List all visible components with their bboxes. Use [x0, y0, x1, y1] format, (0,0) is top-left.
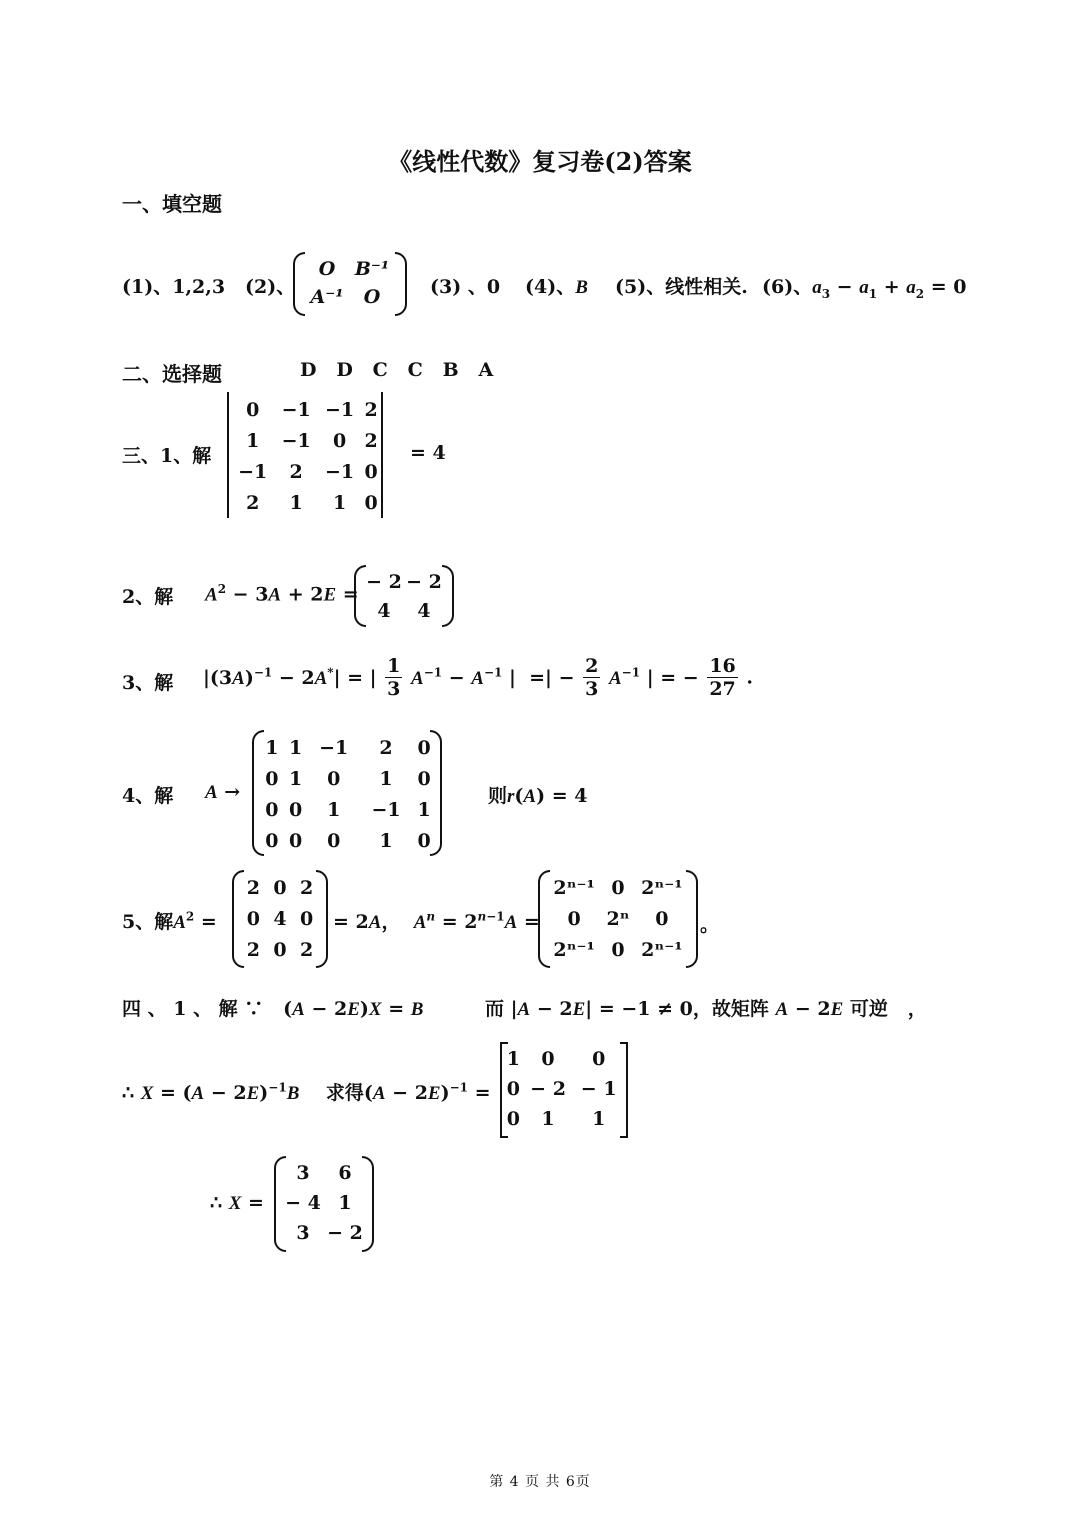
fraction: $\frac{16}{27}$ — [709, 655, 736, 700]
matrix-cell: 2ⁿ⁻¹ — [641, 876, 683, 899]
matrix-cell: −1 — [371, 798, 401, 821]
matrix-cell: 0 — [273, 876, 287, 899]
matrix-cell: 0 — [246, 907, 260, 930]
matrix-table — [240, 872, 320, 965]
q5-label: 5、解$A^2$ = — [122, 909, 217, 933]
q5-expression: = 2A， $A^n = 2^{n-1}A$ = — [333, 909, 540, 933]
q2-expression: $A^2 - 3A + 2E$ = — [205, 582, 359, 606]
q2-label: 2、解 — [122, 586, 174, 608]
answer-6-label: (6)、 — [762, 276, 813, 298]
q5-matrix-n — [538, 870, 698, 968]
matrix-cell: 1 — [506, 1048, 520, 1070]
q3-expression: $|(3A)^{-1} - 2A^*|$ = | $\frac{1}{3}$ $A^{-1} - A^{-1}$ | =| − $\frac{2}{3}$ $A^{-1}$ | = − $\frac{16}{27}$ . — [203, 655, 754, 700]
det-cell: 0 — [364, 460, 378, 483]
choice-answers: D D C C B A — [300, 359, 494, 381]
matrix-cell: A⁻¹ — [310, 286, 344, 308]
matrix-cell: 0 — [541, 1048, 555, 1070]
matrix-cell: 1 — [265, 736, 279, 759]
sec4-line2: ∴ $X = (A - 2E)^{-1}B$ 求得$(A - 2E)^{-1}$ = — [122, 1080, 491, 1104]
matrix-cell: 3 — [296, 1162, 310, 1184]
answer-4-value: B — [575, 277, 588, 298]
matrix-cell: O — [318, 258, 336, 280]
matrix-cell: 2 — [246, 876, 260, 899]
matrix-cell: 2 — [300, 938, 314, 961]
matrix-cell: −1 — [319, 736, 349, 759]
matrix-cell: − 2 — [530, 1078, 566, 1100]
det-cell: −1 — [324, 398, 355, 421]
matrix-cell: 0 — [592, 1048, 606, 1070]
x-solution-label: ∴ X = — [210, 1192, 264, 1214]
answer-4-label: (4)、 — [525, 276, 576, 298]
matrix-cell: 1 — [592, 1108, 606, 1130]
text-invertible: ，故矩阵 — [692, 998, 769, 1020]
matrix-cell: 0 — [300, 907, 314, 930]
matrix-cell: 2 — [379, 736, 393, 759]
determinant-table — [231, 394, 381, 518]
matrix-table — [305, 255, 395, 311]
q3-label: 3、解 — [122, 672, 174, 694]
matrix-cell: 4 — [417, 599, 431, 622]
matrix-cell: 3 — [296, 1222, 310, 1244]
det-cell: −1 — [238, 460, 268, 483]
matrix-cell: 1 — [289, 736, 303, 759]
matrix-cell: 0 — [417, 736, 431, 759]
matrix-cell: 0 — [567, 907, 581, 930]
det-cell: 0 — [332, 429, 347, 452]
matrix-cell: 2ⁿ — [606, 907, 630, 930]
matrix-cell: 0 — [327, 767, 341, 790]
fraction: $\frac{1}{3}$ — [387, 655, 401, 700]
matrix-cell: 0 — [417, 829, 431, 852]
matrix-cell: 1 — [338, 1192, 352, 1214]
det-cell: −1 — [281, 429, 311, 452]
det-cell: 2 — [364, 429, 378, 452]
matrix-cell: 0 — [611, 938, 625, 961]
matrix-table — [504, 1044, 624, 1134]
sec4-label: 四 、 1 、 解 — [122, 998, 238, 1020]
answer-4 — [525, 272, 588, 299]
matrix-cell: 4 — [273, 907, 287, 930]
det-cell: 2 — [246, 491, 260, 514]
answer-1: (1)、1,2,3 — [122, 276, 226, 298]
matrix-cell: 6 — [338, 1162, 352, 1184]
answer-2-matrix — [293, 252, 407, 316]
matrix-table — [546, 872, 690, 965]
matrix-cell: 1 — [417, 798, 431, 821]
answer-5: (5)、线性相关. — [615, 276, 748, 298]
matrix-cell: 0 — [417, 767, 431, 790]
det-cell: 0 — [246, 398, 260, 421]
q4-result-prefix: 则 — [488, 785, 508, 807]
sec4-line1: 四 、 1 、 解 ∵ (A − 2E)X = B — [122, 998, 424, 1020]
det-cell: −1 — [324, 460, 355, 483]
matrix-cell: 2ⁿ⁻¹ — [641, 938, 683, 961]
matrix-cell: 0 — [327, 829, 341, 852]
matrix-cell: 2 — [300, 876, 314, 899]
x-solution-matrix — [274, 1156, 374, 1252]
matrix-cell: 0 — [265, 798, 279, 821]
q4-result: 则r(A) = 4 — [488, 785, 588, 807]
page-footer: 第 4 页 共 6页 — [489, 1474, 591, 1490]
matrix-cell: 2 — [246, 938, 260, 961]
fraction: $\frac{2}{3}$ — [585, 655, 599, 700]
matrix-table — [282, 1158, 366, 1248]
inverse-matrix — [500, 1042, 628, 1138]
q5-matrix — [232, 870, 328, 968]
matrix-cell: − 2 — [327, 1222, 363, 1244]
q4-matrix — [252, 730, 442, 856]
det-cell: 1 — [246, 429, 260, 452]
matrix-cell: 1 — [541, 1108, 555, 1130]
q5-label-text: 5、解 — [122, 911, 174, 933]
q4-label: 4、解 — [122, 785, 174, 807]
matrix-cell: 2ⁿ⁻¹ — [553, 938, 595, 961]
matrix-table — [364, 567, 444, 625]
matrix-cell: 2ⁿ⁻¹ — [553, 876, 595, 899]
det-cell: 1 — [289, 491, 303, 514]
matrix-cell: 0 — [655, 907, 669, 930]
det-cell: 0 — [364, 491, 378, 514]
matrix-cell: 0 — [265, 829, 279, 852]
q1-result: = 4 — [410, 442, 446, 464]
matrix-cell: O — [363, 286, 381, 308]
matrix-cell: 0 — [289, 829, 303, 852]
matrix-cell: − 1 — [580, 1078, 617, 1100]
q1-determinant — [227, 392, 383, 518]
text-qiude: 求得 — [325, 1082, 364, 1104]
matrix-cell: 0 — [611, 876, 625, 899]
text-er: 而 — [485, 998, 505, 1020]
q4-expression: A → — [205, 781, 241, 803]
q2-matrix — [354, 565, 454, 627]
matrix-cell: 1 — [379, 767, 393, 790]
answer-2-label: (2)、 — [245, 276, 296, 298]
det-cell: 2 — [364, 398, 378, 421]
matrix-cell: 1 — [327, 798, 341, 821]
matrix-cell: 4 — [377, 599, 391, 622]
matrix-cell: 0 — [265, 767, 279, 790]
det-cell: 2 — [289, 460, 303, 483]
section-2-heading: 二、选择题 — [122, 362, 222, 386]
matrix-cell: 0 — [506, 1108, 520, 1130]
matrix-cell: 1 — [289, 767, 303, 790]
det-cell: −1 — [281, 398, 311, 421]
matrix-cell: − 4 — [285, 1192, 321, 1214]
matrix-cell: 0 — [273, 938, 287, 961]
sec4-line1-right: 而 |A − 2E| = −1 ≠ 0，故矩阵 A − 2E 可逆 ， — [485, 998, 927, 1020]
det-cell: 1 — [332, 491, 347, 514]
page-title: 《线性代数》复习卷(2)答案 — [388, 147, 692, 176]
q5-end-mark: 。 — [700, 914, 720, 936]
matrix-cell: − 2 — [406, 570, 442, 593]
matrix-cell: 0 — [289, 798, 303, 821]
matrix-cell: − 2 — [366, 570, 402, 593]
matrix-cell: 1 — [379, 829, 393, 852]
answer-3: (3) 、0 — [430, 276, 501, 298]
q1-label: 三、1、解 — [122, 445, 212, 467]
matrix-cell: B⁻¹ — [354, 258, 390, 280]
matrix-table — [260, 732, 436, 856]
section-1-heading: 一、填空题 — [122, 192, 222, 216]
matrix-cell: 0 — [506, 1078, 520, 1100]
text-ke-ni: 可逆 — [849, 998, 888, 1020]
answer-6: (6)、$a_3 - a_1 + a_2 = 0$ — [762, 276, 967, 301]
